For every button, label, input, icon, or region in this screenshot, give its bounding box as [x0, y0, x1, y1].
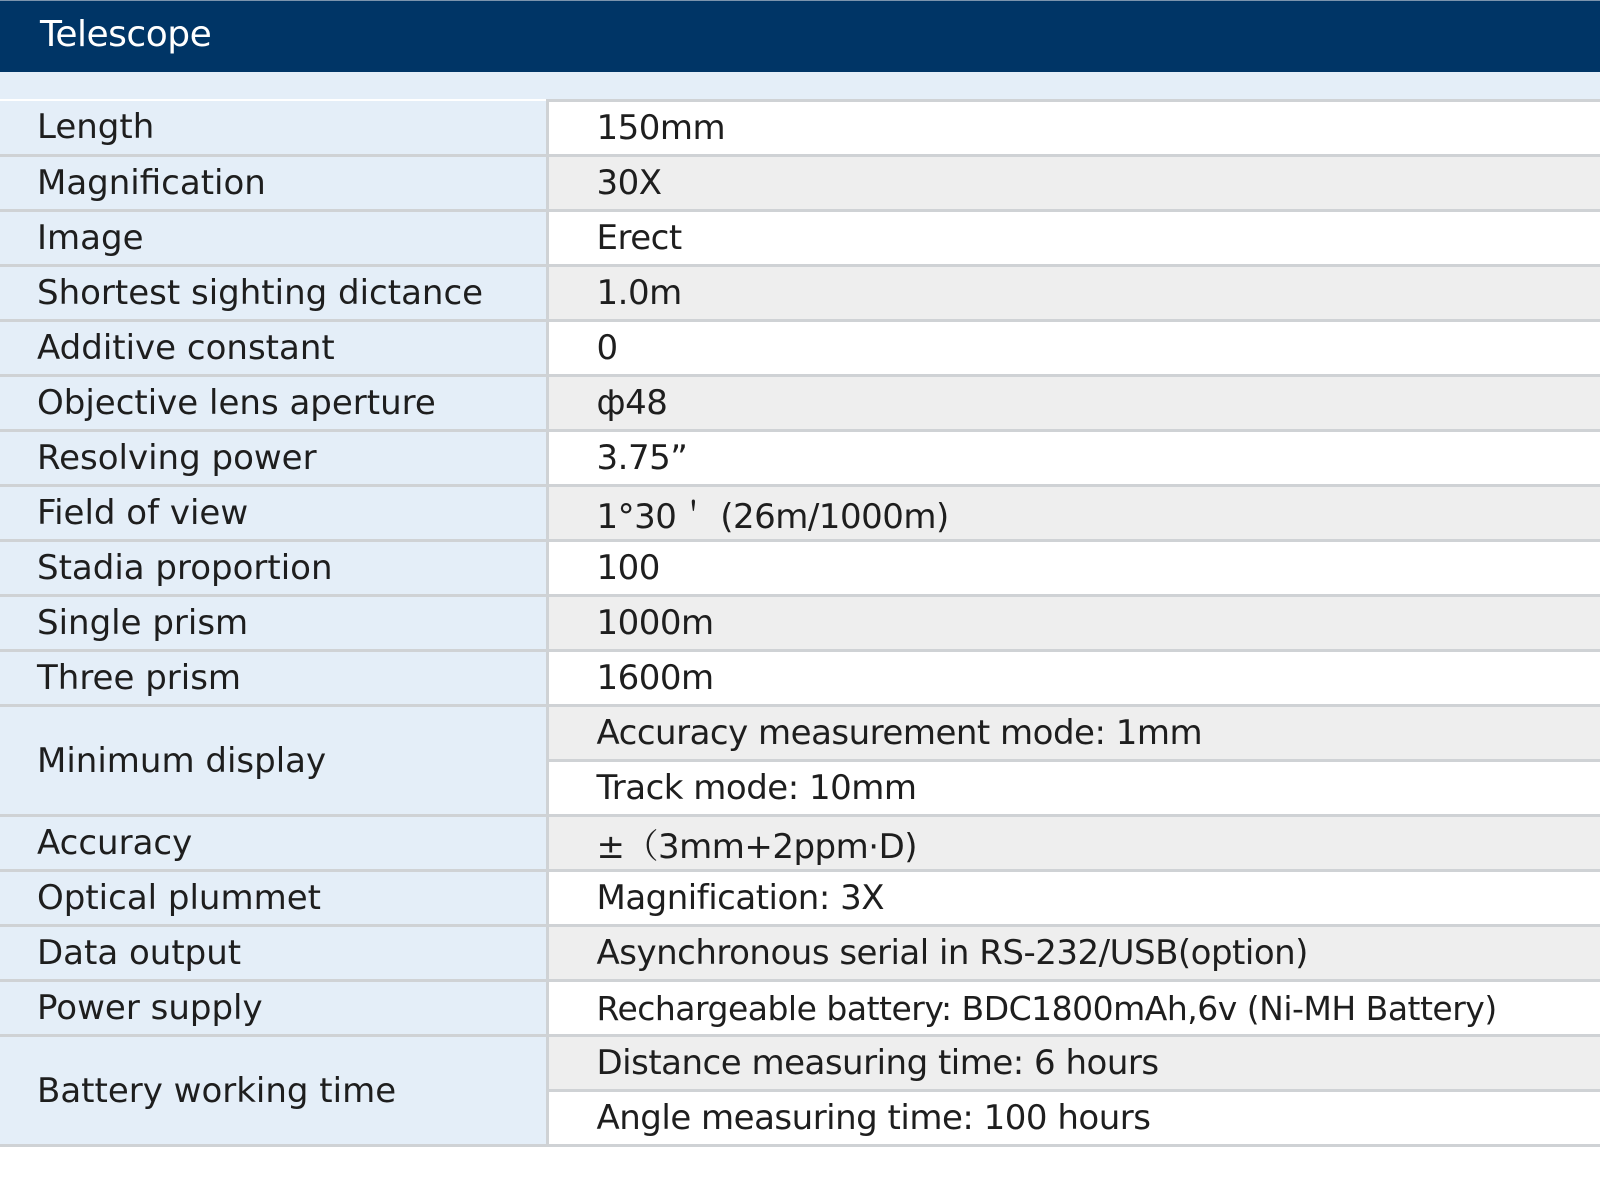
spec-row	[0, 321, 1600, 376]
spec-value: Track mode: 10mm	[547, 761, 1600, 816]
spec-value: ф48	[547, 376, 1600, 431]
spec-value: 0	[547, 321, 1600, 376]
spec-value: Rechargeable battery: BDC1800mAh,6v (Ni-MH Battery)	[547, 981, 1600, 1036]
spec-value: 1600m	[547, 651, 1600, 706]
spec-value: Accuracy measurement mode: 1mm	[547, 706, 1600, 761]
spec-row	[0, 926, 1600, 981]
spec-value: 1°30＇ (26m/1000m)	[547, 486, 1600, 541]
spec-value: Distance measuring time: 6 hours	[547, 1036, 1600, 1091]
spec-row	[0, 211, 1600, 266]
spec-label: Battery working time	[0, 1036, 547, 1146]
spec-table	[0, 99, 1600, 1147]
spec-row	[0, 431, 1600, 486]
spec-value: Erect	[547, 211, 1600, 266]
spec-value: 100	[547, 541, 1600, 596]
spec-row	[0, 486, 1600, 541]
spec-label: Data output	[0, 926, 547, 981]
spec-label: Minimum display	[0, 706, 547, 816]
spec-label: Field of view	[0, 486, 547, 541]
spec-label: Single prism	[0, 596, 547, 651]
spec-label: Image	[0, 211, 547, 266]
spec-row	[0, 706, 1600, 761]
spec-row	[0, 981, 1600, 1036]
spec-row	[0, 541, 1600, 596]
spec-label: Shortest sighting dictance	[0, 266, 547, 321]
spec-row	[0, 376, 1600, 431]
spec-label: Optical plummet	[0, 871, 547, 926]
spec-row	[0, 596, 1600, 651]
spec-label: Resolving power	[0, 431, 547, 486]
spec-label: Length	[0, 101, 547, 156]
spec-value: 150mm	[547, 101, 1600, 156]
spec-row	[0, 266, 1600, 321]
spec-row	[0, 1036, 1600, 1091]
spec-row	[0, 871, 1600, 926]
spec-value: 30X	[547, 156, 1600, 211]
section-header	[0, 0, 1600, 72]
spec-row	[0, 651, 1600, 706]
spec-value: 1000m	[547, 596, 1600, 651]
spec-row	[0, 816, 1600, 871]
spec-label: Objective lens aperture	[0, 376, 547, 431]
spec-value: ±（3mm+2ppm·D)	[547, 816, 1600, 871]
spec-label: Three prism	[0, 651, 547, 706]
spec-label: Magnification	[0, 156, 547, 211]
header-spacer	[0, 72, 1600, 99]
spec-row	[0, 101, 1600, 156]
spec-value: Asynchronous serial in RS-232/USB(option)	[547, 926, 1600, 981]
spec-value: Magnification: 3X	[547, 871, 1600, 926]
spec-label: Accuracy	[0, 816, 547, 871]
spec-value: 1.0m	[547, 266, 1600, 321]
spec-label: Stadia proportion	[0, 541, 547, 596]
spec-value: Angle measuring time: 100 hours	[547, 1091, 1600, 1146]
spec-label: Power supply	[0, 981, 547, 1036]
spec-value: 3.75”	[547, 431, 1600, 486]
section-title: Telescope	[40, 14, 212, 55]
spec-label: Additive constant	[0, 321, 547, 376]
spec-row	[0, 156, 1600, 211]
